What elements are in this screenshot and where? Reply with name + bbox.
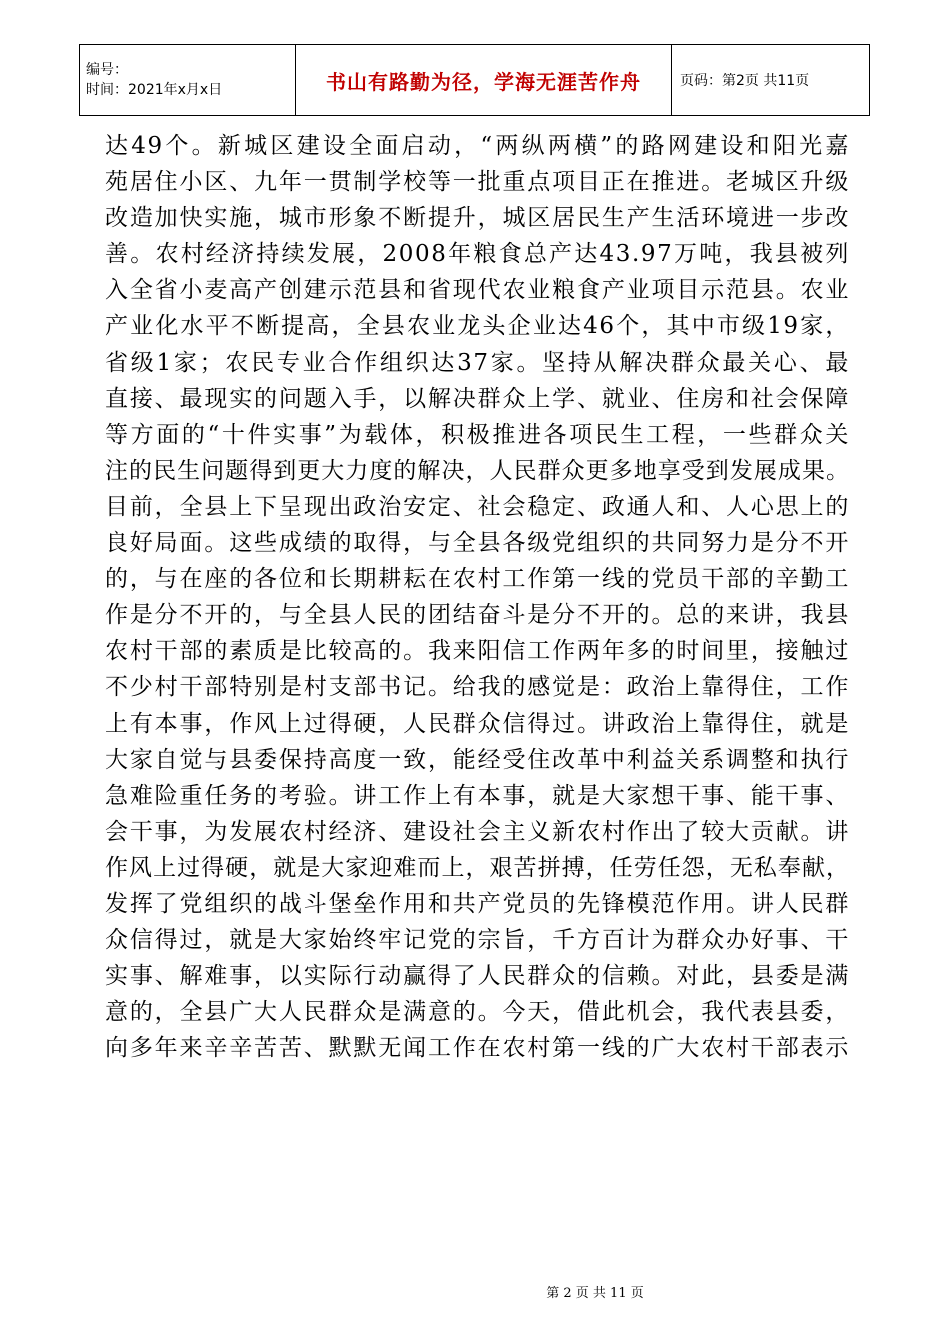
number-label: 编号：	[86, 62, 128, 78]
header-meta	[80, 45, 296, 116]
text-line: 不少村干部特别是村支部书记。给我的感觉是：政治上靠得住，工作	[105, 674, 850, 701]
text-line: 达49个。新城区建设全面启动，“两纵两横”的路网建设和阳光嘉	[105, 133, 850, 159]
text-line: 意的，全县广大人民群众是满意的。今天，借此机会，我代表县委，	[105, 999, 850, 1026]
text-line: 急难险重任务的考验。讲工作上有本事，就是大家想干事、能干事、	[105, 782, 850, 809]
text-line: 实事、解难事，以实际行动赢得了人民群众的信赖。对此，县委是满	[105, 963, 850, 990]
text-line: 等方面的“十件实事”为载体，积极推进各项民生工程，一些群众关	[105, 421, 850, 448]
time-label: 时间：2021年x月x日	[86, 82, 223, 98]
text-line: 产业化水平不断提高，全县农业龙头企业达46个，其中市级19家，	[105, 313, 850, 340]
text-line: 省级1家；农民专业合作组织达37家。坚持从解决群众最关心、最	[105, 349, 850, 376]
text-line: 作是分不开的，与全县人民的团结奋斗是分不开的。总的来讲，我县	[105, 602, 850, 629]
header-motto: 书山有路勤为径，学海无涯苦作舟	[296, 45, 672, 116]
page-header	[79, 44, 870, 116]
text-line: 向多年来辛辛苦苦、默默无闻工作在农村第一线的广大农村干部表示	[105, 1035, 850, 1062]
text-line: 发挥了党组织的战斗堡垒作用和共产党员的先锋模范作用。讲人民群	[105, 890, 850, 917]
text-line: 注的民生问题得到更大力度的解决，人民群众更多地享受到发展成果。	[105, 457, 850, 484]
text-line: 会干事，为发展农村经济、建设社会主义新农村作出了较大贡献。讲	[105, 818, 850, 845]
text-line: 大家自觉与县委保持高度一致，能经受住改革中利益关系调整和执行	[105, 746, 850, 773]
document-body	[105, 128, 850, 1066]
text-line: 直接、最现实的问题入手，以解决群众上学、就业、住房和社会保障	[105, 385, 850, 412]
text-line: 作风上过得硬，就是大家迎难而上，艰苦拼搏，任劳任怨，无私奉献，	[105, 854, 850, 881]
header-page-info: 页码：第2页 共11页	[672, 45, 870, 116]
text-line: 改造加快实施，城市形象不断提升，城区居民生产生活环境进一步改	[105, 205, 850, 232]
text-line: 目前，全县上下呈现出政治安定、社会稳定、政通人和、人心思上的	[105, 493, 850, 520]
text-line: 善。农村经济持续发展，2008年粮食总产达43.97万吨，我县被列	[105, 241, 850, 268]
text-line: 众信得过，就是大家始终牢记党的宗旨，千方百计为群众办好事、干	[105, 927, 850, 954]
text-line: 农村干部的素质是比较高的。我来阳信工作两年多的时间里，接触过	[105, 638, 850, 665]
page-footer: 第 2 页 共 11 页	[546, 1286, 644, 1301]
text-line: 苑居住小区、九年一贯制学校等一批重点项目正在推进。老城区升级	[105, 169, 850, 196]
text-line: 良好局面。这些成绩的取得，与全县各级党组织的共同努力是分不开	[105, 530, 850, 557]
text-line: 上有本事，作风上过得硬，人民群众信得过。讲政治上靠得住，就是	[105, 710, 850, 737]
text-line: 入全省小麦高产创建示范县和省现代农业粮食产业项目示范县。农业	[105, 277, 850, 304]
text-line: 的，与在座的各位和长期耕耘在农村工作第一线的党员干部的辛勤工	[105, 566, 850, 593]
